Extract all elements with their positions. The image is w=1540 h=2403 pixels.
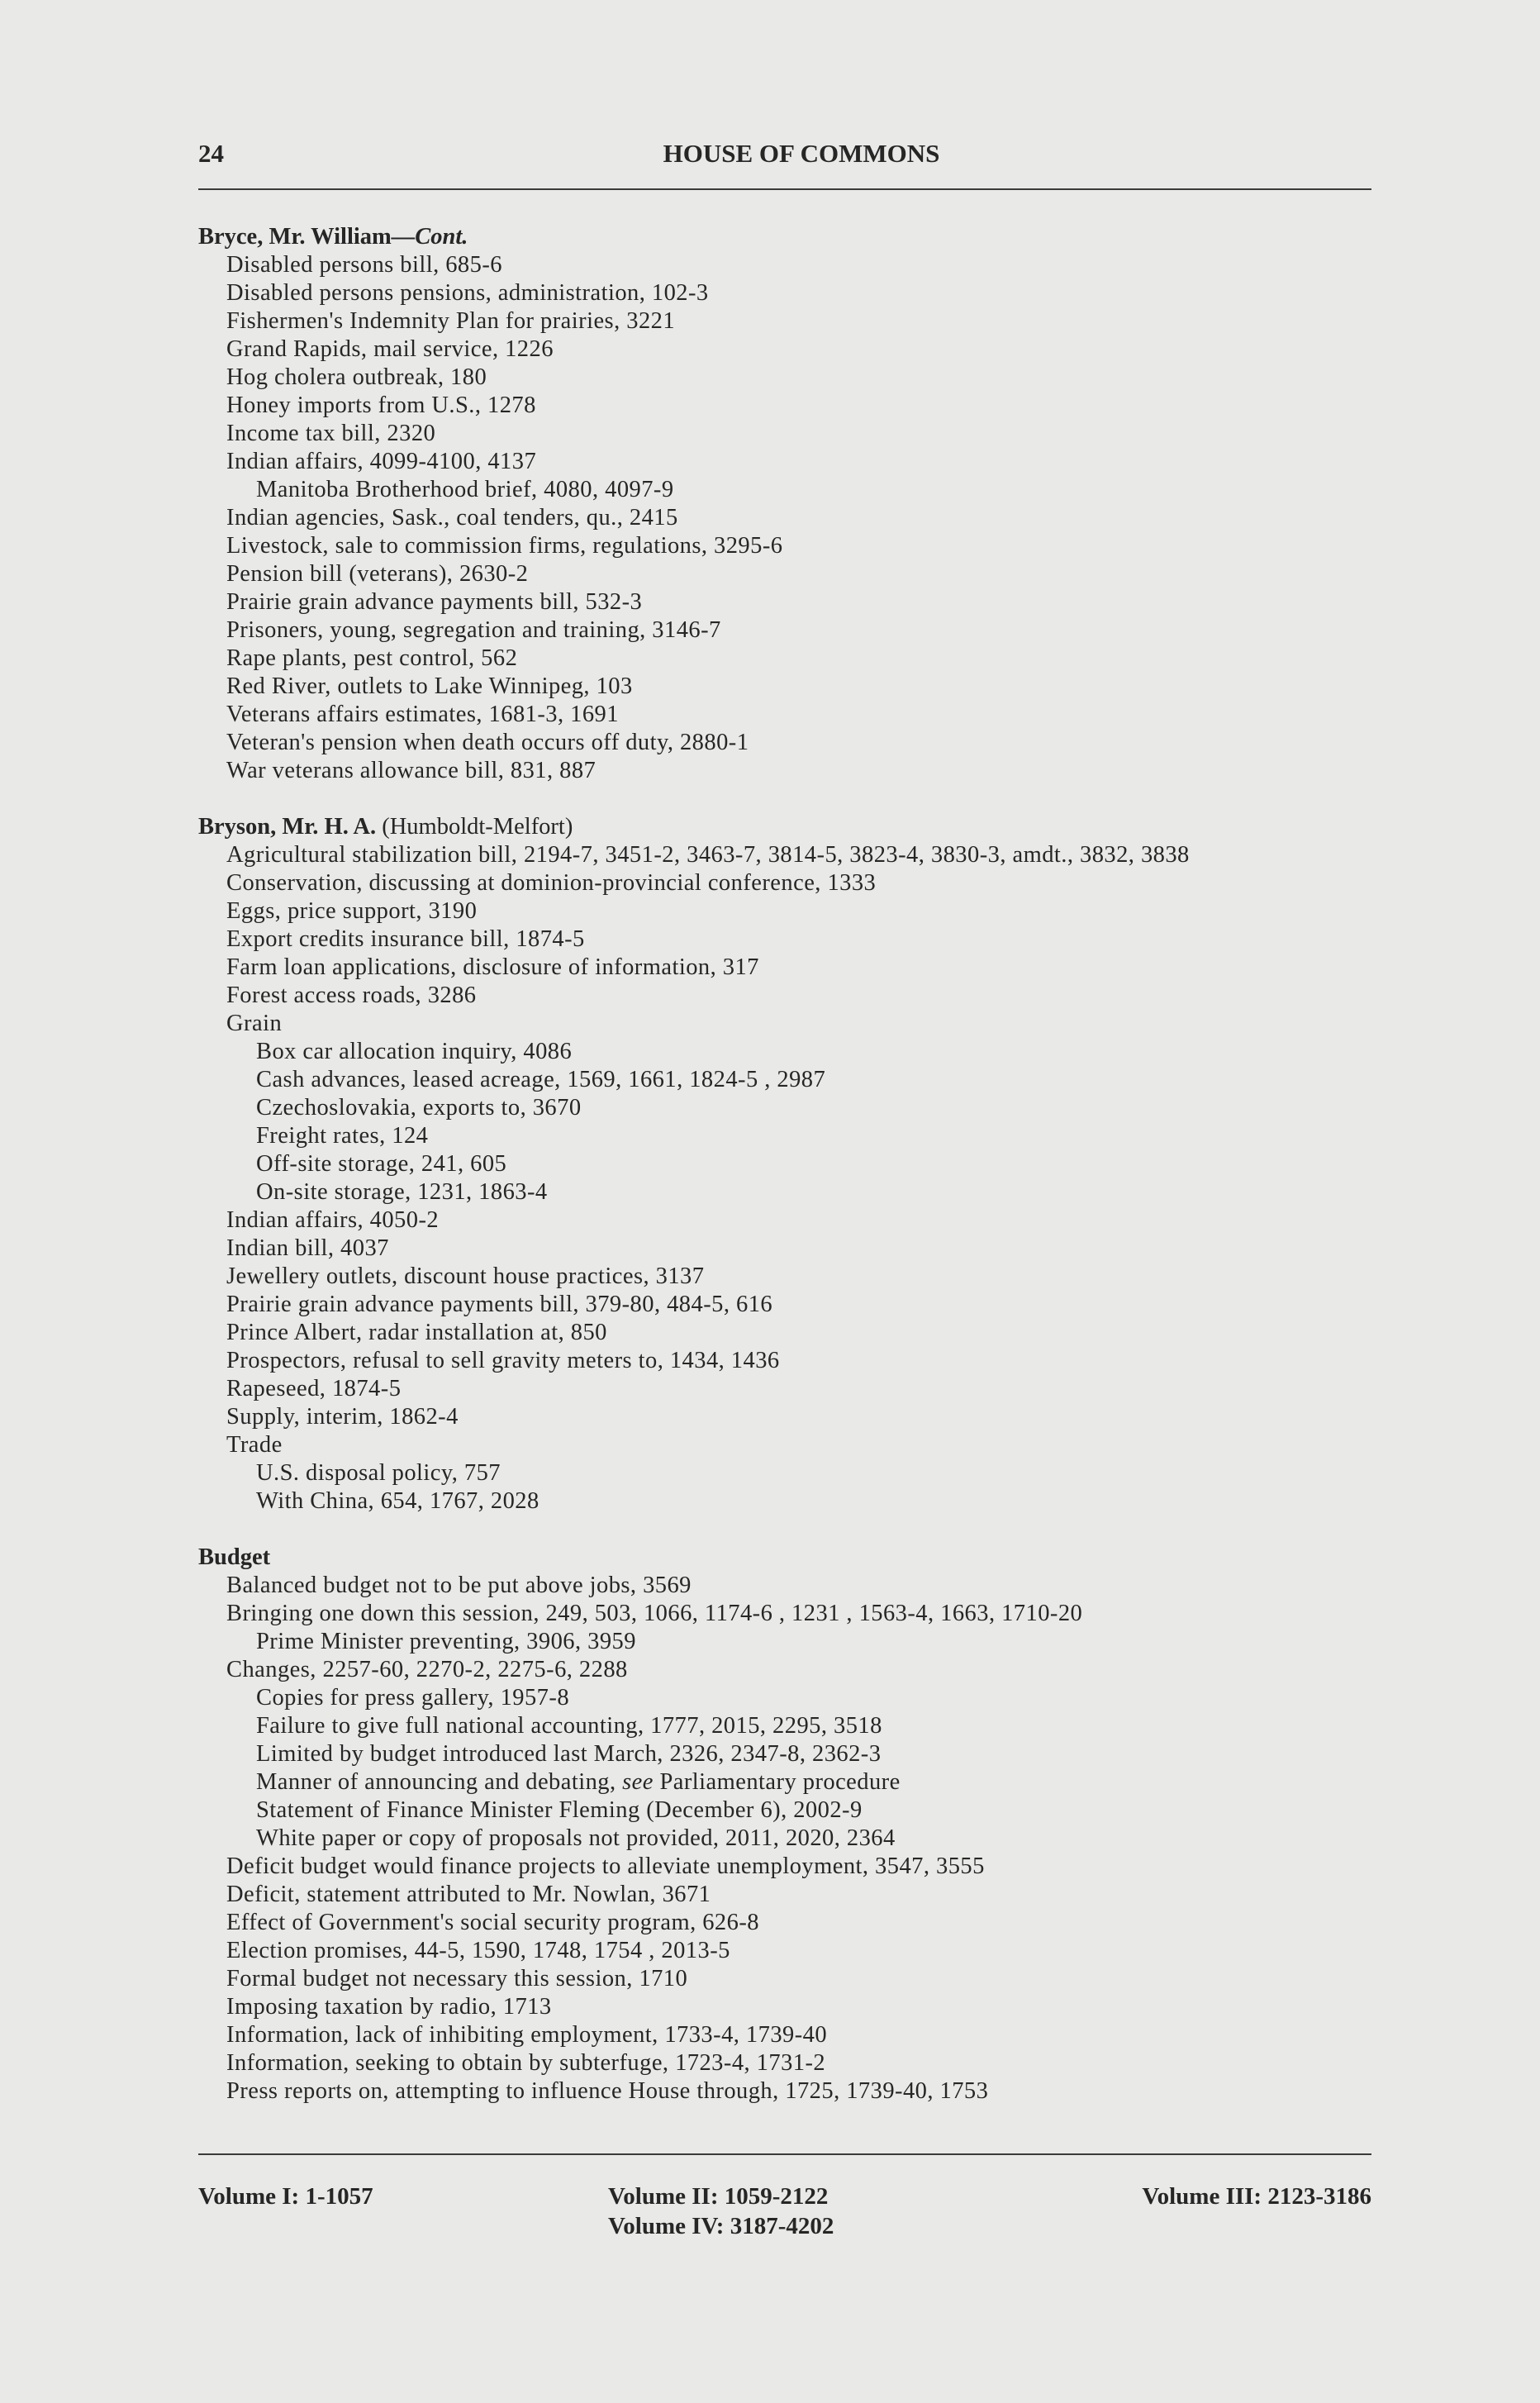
index-entry (198, 1375, 1371, 1403)
entry-text: Imposing taxation by radio, 1713 (226, 1994, 552, 2020)
entry-text: War veterans allowance bill, 831, 887 (226, 758, 597, 783)
entry-text: Livestock, sale to commission firms, regulations, 3295-6 (226, 533, 783, 559)
index-entry (198, 1572, 1371, 1600)
entry-text: Disabled persons bill, 685-6 (226, 252, 502, 278)
index-subentry (198, 1459, 1371, 1487)
index-entry (198, 645, 1371, 673)
index-subentry (198, 1178, 1371, 1206)
see-target: Parliamentary procedure (653, 1769, 901, 1795)
index-entry (198, 2049, 1371, 2077)
entry-text: Export credits insurance bill, 1874-5 (226, 926, 585, 952)
index-entry (198, 560, 1371, 588)
heading-continued: —Cont. (391, 224, 468, 250)
index-entry (198, 869, 1371, 897)
running-title: HOUSE OF COMMONS (663, 139, 940, 168)
index-entry (198, 1235, 1371, 1263)
entry-text: Manner of announcing and debating, (256, 1769, 616, 1795)
entry-text: Off-site storage, 241, 605 (256, 1151, 507, 1177)
entry-text: Rapeseed, 1874-5 (226, 1376, 402, 1401)
index-entry (198, 1347, 1371, 1375)
entry-text: Hog cholera outbreak, 180 (226, 364, 487, 390)
footer-rule (198, 2153, 1371, 2155)
entry-text: Czechoslovakia, exports to, 3670 (256, 1095, 582, 1121)
index-entry (198, 1319, 1371, 1347)
entry-text: Indian bill, 4037 (226, 1235, 389, 1261)
index-body (198, 223, 1371, 2134)
page-header (198, 139, 1371, 172)
entry-text: Rape plants, pest control, 562 (226, 645, 518, 671)
volume-2-range: Volume II: 1059-2122 (608, 2183, 829, 2210)
entry-text: Prairie grain advance payments bill, 379-80, 484-5, 616 (226, 1292, 773, 1317)
entry-text: Veterans affairs estimates, 1681-3, 1691 (226, 702, 619, 727)
entry-text: Copies for press gallery, 1957-8 (256, 1685, 570, 1711)
entry-text: Grain (226, 1011, 283, 1036)
entry-text: Box car allocation inquiry, 4086 (256, 1039, 573, 1064)
index-subentry (198, 1094, 1371, 1122)
volume-1-range: Volume I: 1-1057 (198, 2183, 373, 2210)
entry-text: Effect of Government's social security program, 626-8 (226, 1910, 759, 1935)
index-entry (198, 616, 1371, 645)
index-entry (198, 757, 1371, 785)
entry-text: Agricultural stabilization bill, 2194-7, 3451-2, 3463-7, 3814-5, 3823-4, 3830-3, amdt., 3832, 3838 (226, 842, 1190, 868)
index-heading (198, 1544, 1371, 1572)
entry-text: Formal budget not necessary this session, 1710 (226, 1966, 688, 1991)
heading-name: Bryce, Mr. William (198, 224, 392, 250)
index-subentry (198, 1796, 1371, 1825)
entry-text: Supply, interim, 1862-4 (226, 1404, 459, 1430)
entry-text: Prospectors, refusal to sell gravity meters to, 1434, 1436 (226, 1348, 780, 1373)
index-entry (198, 1291, 1371, 1319)
index-subentry (198, 1712, 1371, 1740)
index-entry (198, 2077, 1371, 2106)
index-subentry (198, 1684, 1371, 1712)
entry-text: Election promises, 44-5, 1590, 1748, 1754 , 2013-5 (226, 1938, 730, 1963)
entry-text: Cash advances, leased acreage, 1569, 1661, 1824-5 , 2987 (256, 1067, 826, 1092)
index-entry (198, 841, 1371, 869)
entry-text: Prince Albert, radar installation at, 850 (226, 1320, 607, 1345)
index-entry (198, 1403, 1371, 1431)
index-entry (198, 1206, 1371, 1235)
index-entry (198, 2021, 1371, 2049)
index-subentry (198, 1487, 1371, 1516)
entry-text: U.S. disposal policy, 757 (256, 1460, 501, 1486)
volume-2-4-ranges (608, 2182, 834, 2241)
index-subentry (198, 476, 1371, 504)
index-entry (198, 1965, 1371, 1993)
entry-text: Veteran's pension when death occurs off duty, 2880-1 (226, 730, 749, 755)
entry-text: Eggs, price support, 3190 (226, 898, 478, 924)
index-subentry (198, 1740, 1371, 1768)
index-subentry (198, 1122, 1371, 1150)
index-entry (198, 729, 1371, 757)
entry-text: Indian agencies, Sask., coal tenders, qu., 2415 (226, 505, 678, 531)
index-entry (198, 1263, 1371, 1291)
header-rule (198, 188, 1371, 190)
entry-text: White paper or copy of proposals not provided, 2011, 2020, 2364 (256, 1825, 896, 1851)
index-entry (198, 954, 1371, 982)
entry-text: Balanced budget not to be put above jobs, 3569 (226, 1573, 692, 1598)
entry-text: Information, lack of inhibiting employment, 1733-4, 1739-40 (226, 2022, 828, 2048)
entry-text: Grand Rapids, mail service, 1226 (226, 336, 554, 362)
index-entry (198, 1937, 1371, 1965)
index-entry (198, 1600, 1371, 1628)
index-section (198, 223, 1371, 785)
entry-text: Prime Minister preventing, 3906, 3959 (256, 1629, 636, 1654)
entry-text: Deficit, statement attributed to Mr. Nowlan, 3671 (226, 1882, 711, 1907)
entry-text: Deficit budget would finance projects to alleviate unemployment, 3547, 3555 (226, 1853, 985, 1879)
index-entry (198, 1993, 1371, 2021)
index-subentry (198, 1038, 1371, 1066)
entry-text: With China, 654, 1767, 2028 (256, 1488, 539, 1514)
index-entry (198, 1656, 1371, 1684)
index-subentry (198, 1825, 1371, 1853)
index-subentry (198, 1628, 1371, 1656)
volume-4-range: Volume IV: 3187-4202 (608, 2213, 834, 2239)
index-entry (198, 251, 1371, 279)
index-entry (198, 673, 1371, 701)
entry-text: Freight rates, 124 (256, 1123, 429, 1149)
index-subentry (198, 1768, 1371, 1796)
entry-text: Limited by budget introduced last March, 2326, 2347-8, 2362-3 (256, 1741, 882, 1767)
index-entry (198, 420, 1371, 448)
entry-text: Trade (226, 1432, 283, 1458)
index-entry (198, 448, 1371, 476)
index-heading (198, 813, 1371, 841)
index-entry (198, 926, 1371, 954)
index-section (198, 1544, 1371, 2106)
index-entry (198, 307, 1371, 335)
entry-text: Disabled persons pensions, administration, 102-3 (226, 280, 709, 306)
index-entry (198, 532, 1371, 560)
heading-name: Budget (198, 1544, 271, 1570)
heading-riding: (Humboldt-Melfort) (382, 814, 573, 840)
index-entry (198, 1909, 1371, 1937)
entry-text: Bringing one down this session, 249, 503, 1066, 1174-6 , 1231 , 1563-4, 1663, 1710-20 (226, 1601, 1083, 1626)
index-entry (198, 335, 1371, 364)
index-entry (198, 392, 1371, 420)
heading-name: Bryson, Mr. H. A. (198, 814, 377, 840)
index-entry (198, 588, 1371, 616)
entry-text: Press reports on, attempting to influence House through, 1725, 1739-40, 1753 (226, 2078, 989, 2104)
volume-3-range: Volume III: 2123-3186 (1142, 2183, 1371, 2210)
index-entry (198, 364, 1371, 392)
entry-text: Pension bill (veterans), 2630-2 (226, 561, 529, 587)
entry-text: Manitoba Brotherhood brief, 4080, 4097-9 (256, 477, 674, 502)
index-subentry (198, 1066, 1371, 1094)
entry-text: Conservation, discussing at dominion-provincial conference, 1333 (226, 870, 877, 896)
entry-text: Honey imports from U.S., 1278 (226, 393, 536, 418)
index-entry (198, 1431, 1371, 1459)
index-entry (198, 1853, 1371, 1881)
page-number: 24 (198, 139, 224, 168)
entry-text: Jewellery outlets, discount house practices, 3137 (226, 1263, 705, 1289)
index-entry (198, 279, 1371, 307)
entry-text: Information, seeking to obtain by subterfuge, 1723-4, 1731-2 (226, 2050, 826, 2076)
index-section (198, 813, 1371, 1516)
index-entry (198, 897, 1371, 926)
see-reference: see (622, 1769, 654, 1795)
entry-text: Income tax bill, 2320 (226, 421, 436, 446)
entry-text: Failure to give full national accounting, 1777, 2015, 2295, 3518 (256, 1713, 882, 1739)
entry-text: Prairie grain advance payments bill, 532-3 (226, 589, 643, 615)
entry-text: Statement of Finance Minister Fleming (December 6), 2002-9 (256, 1797, 863, 1823)
entry-text: Forest access roads, 3286 (226, 983, 477, 1008)
entry-text: Indian affairs, 4099-4100, 4137 (226, 449, 537, 474)
index-subentry (198, 1150, 1371, 1178)
entry-text: Indian affairs, 4050-2 (226, 1207, 440, 1233)
index-entry (198, 1010, 1371, 1038)
index-entry (198, 1881, 1371, 1909)
index-heading (198, 223, 1371, 251)
index-entry (198, 701, 1371, 729)
entry-text: Prisoners, young, segregation and training, 3146-7 (226, 617, 721, 643)
entry-text: Farm loan applications, disclosure of information, 317 (226, 954, 759, 980)
entry-text: On-site storage, 1231, 1863-4 (256, 1179, 548, 1205)
entry-text: Red River, outlets to Lake Winnipeg, 103 (226, 673, 633, 699)
index-entry (198, 982, 1371, 1010)
entry-text: Changes, 2257-60, 2270-2, 2275-6, 2288 (226, 1657, 628, 1682)
entry-text: Fishermen's Indemnity Plan for prairies, 3221 (226, 308, 676, 334)
index-entry (198, 504, 1371, 532)
